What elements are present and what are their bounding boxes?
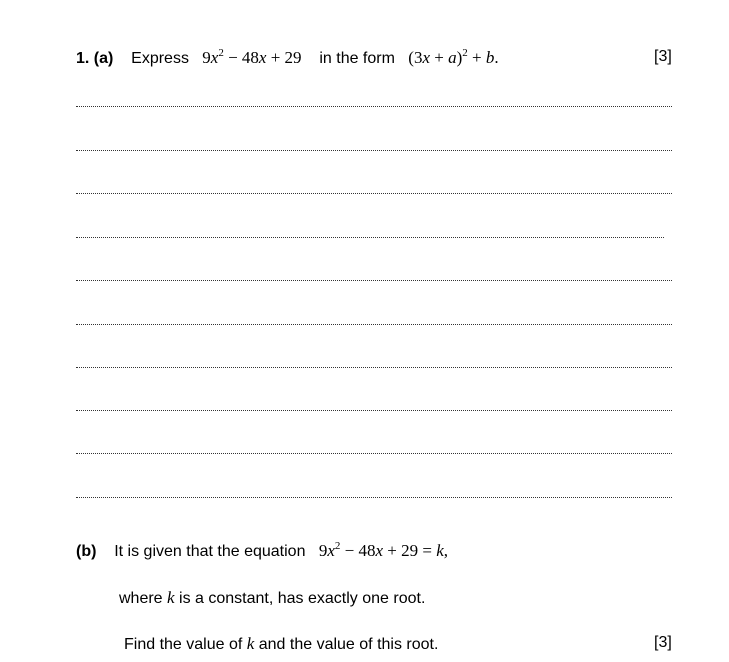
- part-b-line3-after: and the value of this root.: [258, 636, 439, 653]
- part-b-line3-var: k: [246, 634, 255, 653]
- question-1a-line: [76, 48, 499, 68]
- answer-line[interactable]: [76, 106, 672, 107]
- answer-line[interactable]: [76, 193, 672, 194]
- part-b-line-3: [124, 634, 438, 654]
- part-a-text-middle: in the form: [319, 50, 395, 67]
- part-b-line-1: [76, 541, 448, 561]
- part-a-target-form: $(3x + a)^2 + b$.: [408, 47, 499, 67]
- answer-line[interactable]: [76, 237, 664, 238]
- answer-line[interactable]: [76, 497, 672, 498]
- part-b-line2-var: k: [167, 588, 175, 607]
- part-b-label: (b): [76, 543, 97, 560]
- answer-line[interactable]: [76, 410, 672, 411]
- part-b-line1-text: It is given that the equation: [114, 543, 306, 560]
- answer-line[interactable]: [76, 280, 672, 281]
- answer-line[interactable]: [76, 367, 672, 368]
- part-b-line2-before: where: [119, 590, 163, 607]
- part-b-line3-before: Find the value of: [124, 636, 243, 653]
- part-a-label: (a): [93, 50, 114, 67]
- answer-line[interactable]: [76, 150, 672, 151]
- answer-line[interactable]: [76, 453, 672, 454]
- part-b-line-2: [119, 588, 425, 608]
- part-b-marks: [3]: [654, 634, 672, 651]
- part-b-equation: $9x^2 - 48x + 29 = k$,: [318, 540, 448, 560]
- answer-line[interactable]: [76, 324, 672, 325]
- question-number: 1.: [76, 50, 90, 67]
- part-a-marks: [3]: [654, 48, 672, 65]
- part-a-expression: $9x^2 - 48x + 29$: [202, 47, 302, 67]
- part-b-line2-after: is a constant, has exactly one root.: [179, 590, 426, 607]
- part-a-text-before: Express: [131, 50, 189, 67]
